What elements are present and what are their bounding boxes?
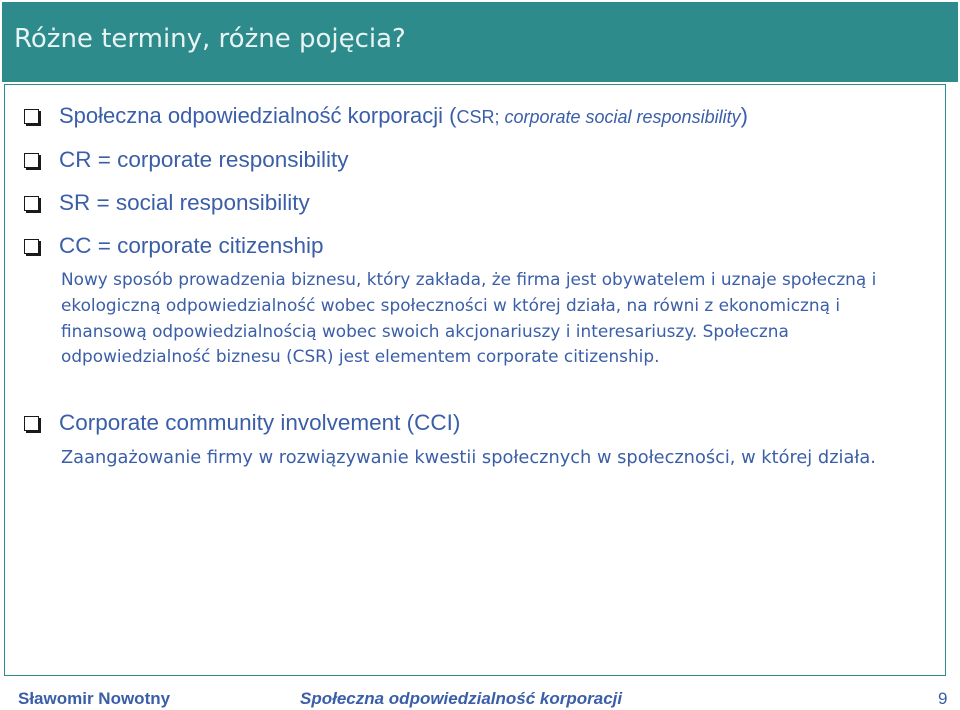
bullet-cc-text: CC = corporate citizenship (59, 233, 324, 258)
slide-title: Różne terminy, różne pojęcia? (14, 24, 406, 54)
bullet-cci-text: Corporate community involvement (CCI) (59, 410, 461, 435)
bullet-cr-text: CR = corporate responsibility (59, 147, 349, 172)
title-bar (2, 2, 958, 82)
checkbox-bullet-icon (24, 416, 39, 431)
bullet-csr (24, 103, 748, 129)
bullet-sr-text: SR = social responsibility (59, 190, 310, 215)
checkbox-bullet-icon (24, 153, 39, 168)
bullet-cci (24, 410, 460, 436)
cci-description: Zaangażowanie firmy w rozwiązywanie kwestii społecznych w społeczności, w której działa. (61, 447, 876, 468)
checkbox-bullet-icon (24, 109, 39, 124)
bullet-csr-text: Społeczna odpowiedzialność korporacji (CSR; corporate social responsibility) (59, 103, 748, 128)
page-number: 9 (938, 689, 948, 708)
checkbox-bullet-icon (24, 239, 39, 254)
bullet-cc (24, 233, 324, 259)
footer-author: Sławomir Nowotny (18, 689, 171, 708)
bullet-cr (24, 147, 349, 173)
bullet-sr (24, 190, 310, 216)
footer-topic: Społeczna odpowiedzialność korporacji (300, 689, 623, 708)
checkbox-bullet-icon (24, 196, 39, 211)
cc-description: Nowy sposób prowadzenia biznesu, który zakłada, że firma jest obywatelem i uznaje społeczną i ekologiczną odpowiedzialność wobec społeczności w której działa, na równi z ekonomiczną i finansową odpowiedzialnością wobec swoich akcjonariuszy i interesariuszy. Społeczna odpowiedzialność biznesu (CSR) jest elementem corporate citizenship. (61, 269, 877, 367)
